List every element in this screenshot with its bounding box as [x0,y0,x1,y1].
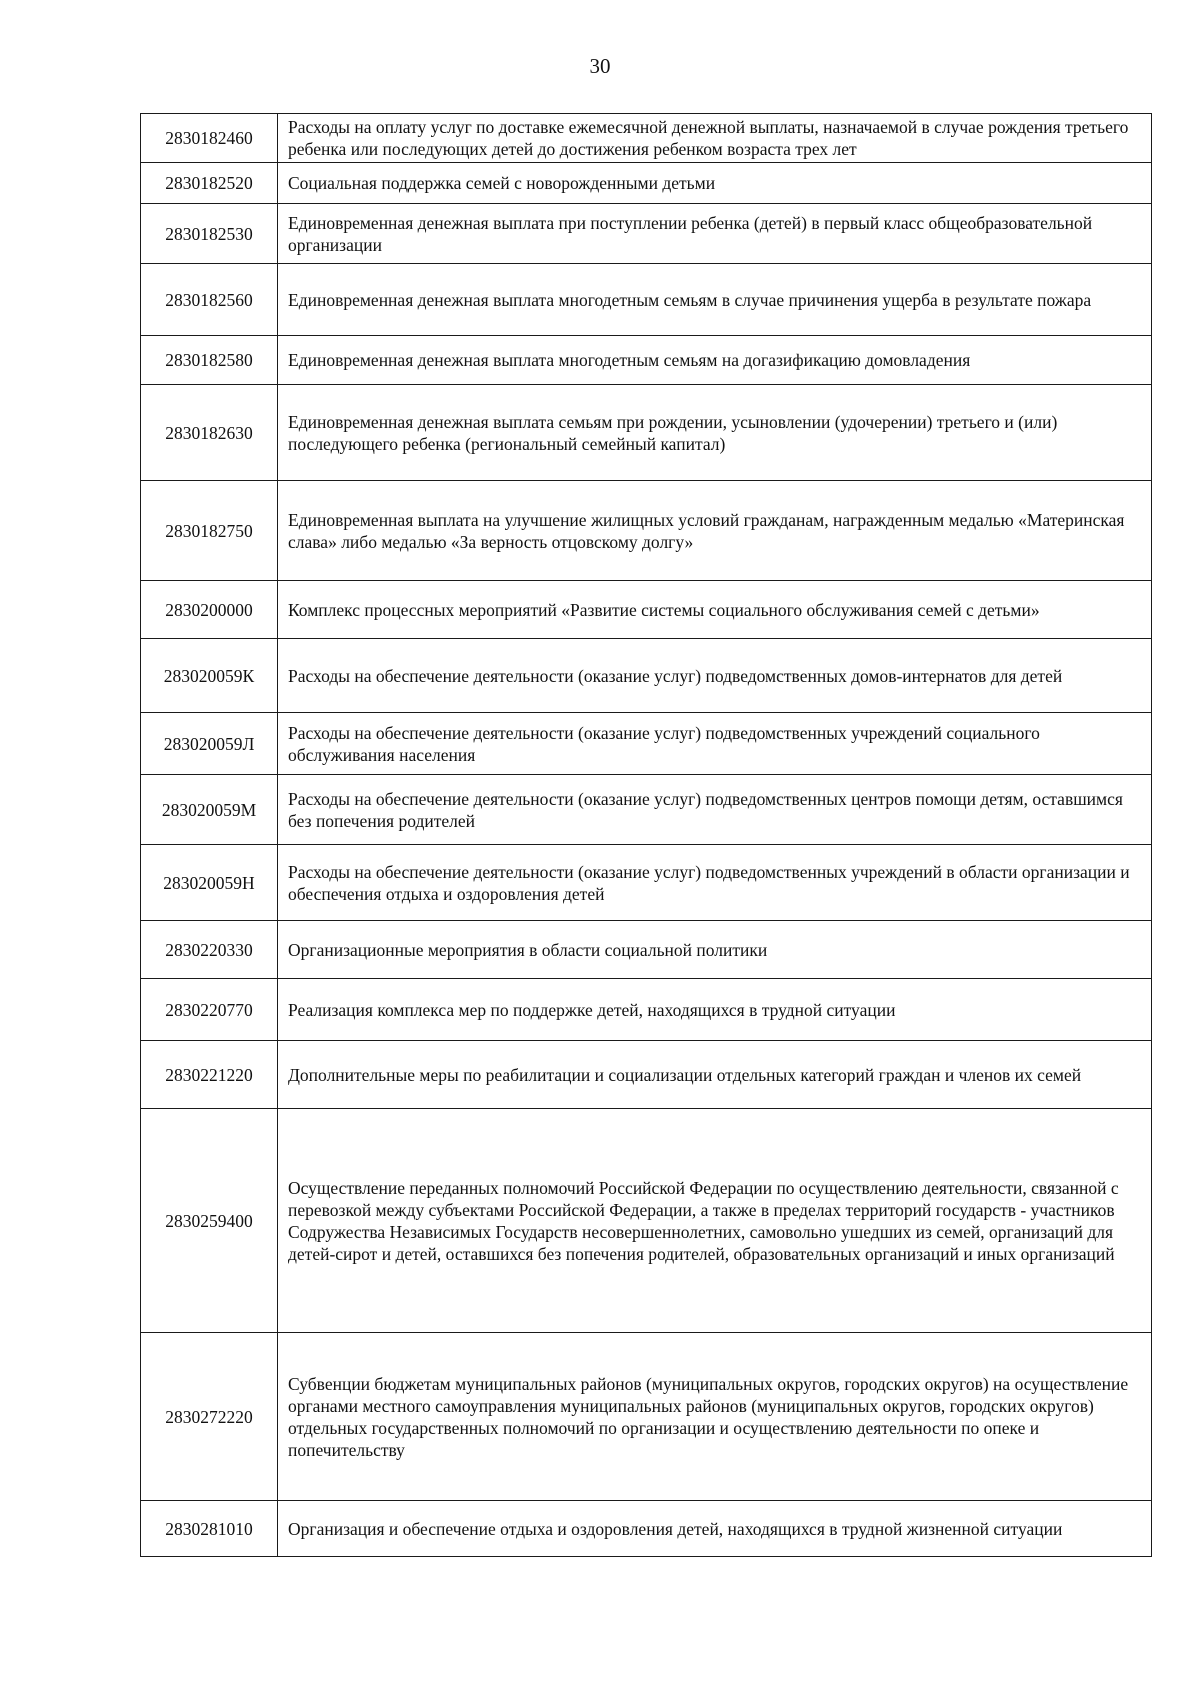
row-description: Расходы на обеспечение деятельности (оказание услуг) подведомственных учреждений социального обслуживания населения [278,713,1152,775]
row-code: 2830281010 [141,1501,278,1557]
table-row [141,979,1152,1041]
row-description: Единовременная денежная выплата многодетным семьям на догазификацию домовладения [278,336,1152,385]
table-row [141,639,1152,713]
row-code: 2830182750 [141,481,278,581]
row-code: 2830182560 [141,264,278,336]
row-code: 2830200000 [141,581,278,639]
row-code: 2830220330 [141,921,278,979]
table-row [141,775,1152,845]
table-row [141,114,1152,163]
row-code: 2830221220 [141,1041,278,1109]
row-code: 2830182630 [141,385,278,481]
row-code: 2830182460 [141,114,278,163]
table-row [141,385,1152,481]
table-row [141,1501,1152,1557]
row-code: 2830259400 [141,1109,278,1333]
row-description: Единовременная денежная выплата семьям при рождении, усыновлении (удочерении) третьего и (или) последующего ребенка (региональный семейный капитал) [278,385,1152,481]
table-row [141,713,1152,775]
row-description: Расходы на обеспечение деятельности (оказание услуг) подведомственных центров помощи детям, оставшимся без попечения родителей [278,775,1152,845]
row-code: 283020059М [141,775,278,845]
row-description: Социальная поддержка семей с новорожденными детьми [278,163,1152,204]
row-description: Единовременная денежная выплата многодетным семьям в случае причинения ущерба в результате пожара [278,264,1152,336]
row-code: 2830182520 [141,163,278,204]
table-row [141,163,1152,204]
row-description: Комплекс процессных мероприятий «Развитие системы социального обслуживания семей с детьми» [278,581,1152,639]
row-description: Субвенции бюджетам муниципальных районов (муниципальных округов, городских округов) на осуществление органами местного самоуправления муниципальных районов (муниципальных округов, городских округов) отдельных государственных полномочий по организации и осуществлению деятельности по опеке и попечительству [278,1333,1152,1501]
table-row [141,581,1152,639]
row-description: Единовременная выплата на улучшение жилищных условий гражданам, награжденным медалью «Материнская слава» либо медалью «За верность отцовскому долгу» [278,481,1152,581]
row-code: 2830272220 [141,1333,278,1501]
row-description: Организация и обеспечение отдыха и оздоровления детей, находящихся в трудной жизненной ситуации [278,1501,1152,1557]
table-row [141,921,1152,979]
table-row [141,481,1152,581]
table-row [141,1109,1152,1333]
table-row [141,1333,1152,1501]
row-description: Расходы на обеспечение деятельности (оказание услуг) подведомственных домов-интернатов для детей [278,639,1152,713]
row-description: Расходы на обеспечение деятельности (оказание услуг) подведомственных учреждений в области организации и обеспечения отдыха и оздоровления детей [278,845,1152,921]
row-code: 283020059К [141,639,278,713]
row-description: Осуществление переданных полномочий Российской Федерации по осуществлению деятельности, связанной с перевозкой между субъектами Российской Федерации, а также в пределах территорий государств - участников Содружества Независимых Государств несовершеннолетних, самовольно ушедших из семей, организаций для детей-сирот и детей, оставшихся без попечения родителей, образовательных организаций и иных организаций [278,1109,1152,1333]
table-row [141,204,1152,264]
row-code: 283020059Н [141,845,278,921]
row-description: Реализация комплекса мер по поддержке детей, находящихся в трудной ситуации [278,979,1152,1041]
row-description: Единовременная денежная выплата при поступлении ребенка (детей) в первый класс общеобразовательной организации [278,204,1152,264]
row-code: 2830182530 [141,204,278,264]
row-code: 2830182580 [141,336,278,385]
table-row [141,1041,1152,1109]
table-row [141,845,1152,921]
row-description: Расходы на оплату услуг по доставке ежемесячной денежной выплаты, назначаемой в случае рождения третьего ребенка или последующих детей до достижения ребенком возраста трех лет [278,114,1152,163]
table-row [141,264,1152,336]
page-number: 30 [589,54,611,78]
row-code: 283020059Л [141,713,278,775]
row-description: Дополнительные меры по реабилитации и социализации отдельных категорий граждан и членов их семей [278,1041,1152,1109]
table-row [141,336,1152,385]
budget-codes-table [140,113,1152,1557]
row-description: Организационные мероприятия в области социальной политики [278,921,1152,979]
row-code: 2830220770 [141,979,278,1041]
